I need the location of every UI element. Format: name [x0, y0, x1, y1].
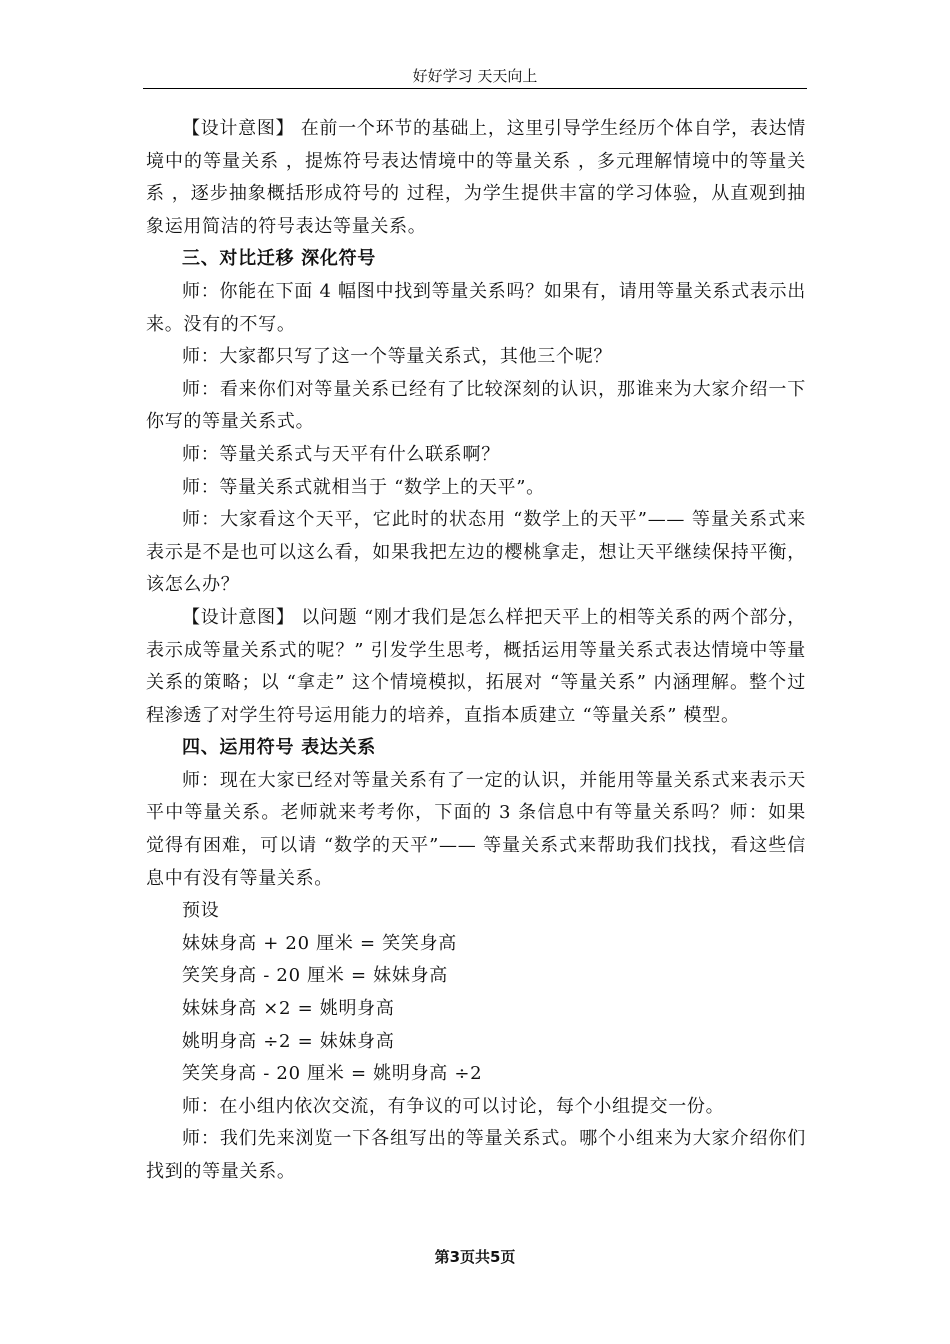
- body-paragraph: 师：在小组内依次交流，有争议的可以讨论，每个小组提交一份。: [182, 1095, 725, 1117]
- body-paragraph: 师：现在大家已经对等量关系有了一定的认识，并能用等量关系式来表示天平中等量关系。老师就来考考你，下面的 3 条信息中有等量关系吗？师：如果觉得有困难，可以请 “数学的天平”—— 等量关系式来帮助我们找找，看这些信息中有没有等量关系。: [146, 769, 806, 889]
- section-heading: 三、对比迁移 深化符号: [182, 248, 376, 270]
- body-paragraph: 师：等量关系式就相当于 “数学上的天平”。: [182, 476, 545, 498]
- body-paragraph: 师：你能在下面 4 幅图中找到等量关系吗？如果有，请用等量关系式表示出来。没有的不写。: [146, 280, 806, 335]
- equation-line: 笑笑身高 - 20 厘米 = 姚明身高 ÷2: [182, 1063, 483, 1085]
- page-header: 好好学习 天天向上: [412, 67, 538, 85]
- header-rule: [143, 88, 807, 89]
- document-body: [146, 113, 806, 1189]
- equation-line: 笑笑身高 - 20 厘米 = 妹妹身高: [182, 965, 448, 987]
- body-paragraph: 师：大家看这个天平，它此时的状态用 “数学上的天平”—— 等量关系式来表示是不是也可以这么看，如果我把左边的樱桃拿走，想让天平继续保持平衡，该怎么办？: [146, 509, 806, 596]
- design-intent-paragraph: 【设计意图】 以问题 “刚才我们是怎么样把天平上的相等关系的两个部分，表示成等量关系式的呢？” 引发学生思考，概括运用等量关系式表达情境中等量关系的策略；以 “拿走” 这个情境模拟，拓展对 “等量关系” 内涵理解。整个过程渗透了对学生符号运用能力的培养，直指本质建立 “等量关系” 模型。: [146, 606, 806, 726]
- equation-line: 妹妹身高 ×2 = 姚明身高: [182, 998, 395, 1020]
- equation-line: 妹妹身高 + 20 厘米 = 笑笑身高: [182, 932, 457, 954]
- equation-line: 姚明身高 ÷2 = 妹妹身高: [182, 1030, 395, 1052]
- body-paragraph: 师：等量关系式与天平有什么联系啊？: [182, 443, 500, 465]
- section-heading: 四、运用符号 表达关系: [182, 737, 376, 759]
- body-paragraph: 师：看来你们对等量关系已经有了比较深刻的认识，那谁来为大家介绍一下你写的等量关系式。: [146, 378, 806, 433]
- design-intent-paragraph: 【设计意图】 在前一个环节的基础上，这里引导学生经历个体自学，表达情境中的等量关系 ，提炼符号表达情境中的等量关系 ，多元理解情境中的等量关系 ，逐步抽象概括形成符号的 过程，为学生提供丰富的学习体验，从直观到抽象运用简洁的符号表达等量关系。: [146, 118, 806, 237]
- preset-label: 预设: [182, 900, 220, 922]
- page-footer: 第3页共5页: [434, 1248, 516, 1266]
- body-paragraph: 师：我们先来浏览一下各组写出的等量关系式。哪个小组来为大家介绍你们找到的等量关系。: [146, 1128, 806, 1182]
- body-paragraph: 师：大家都只写了这一个等量关系式，其他三个呢？: [182, 346, 613, 368]
